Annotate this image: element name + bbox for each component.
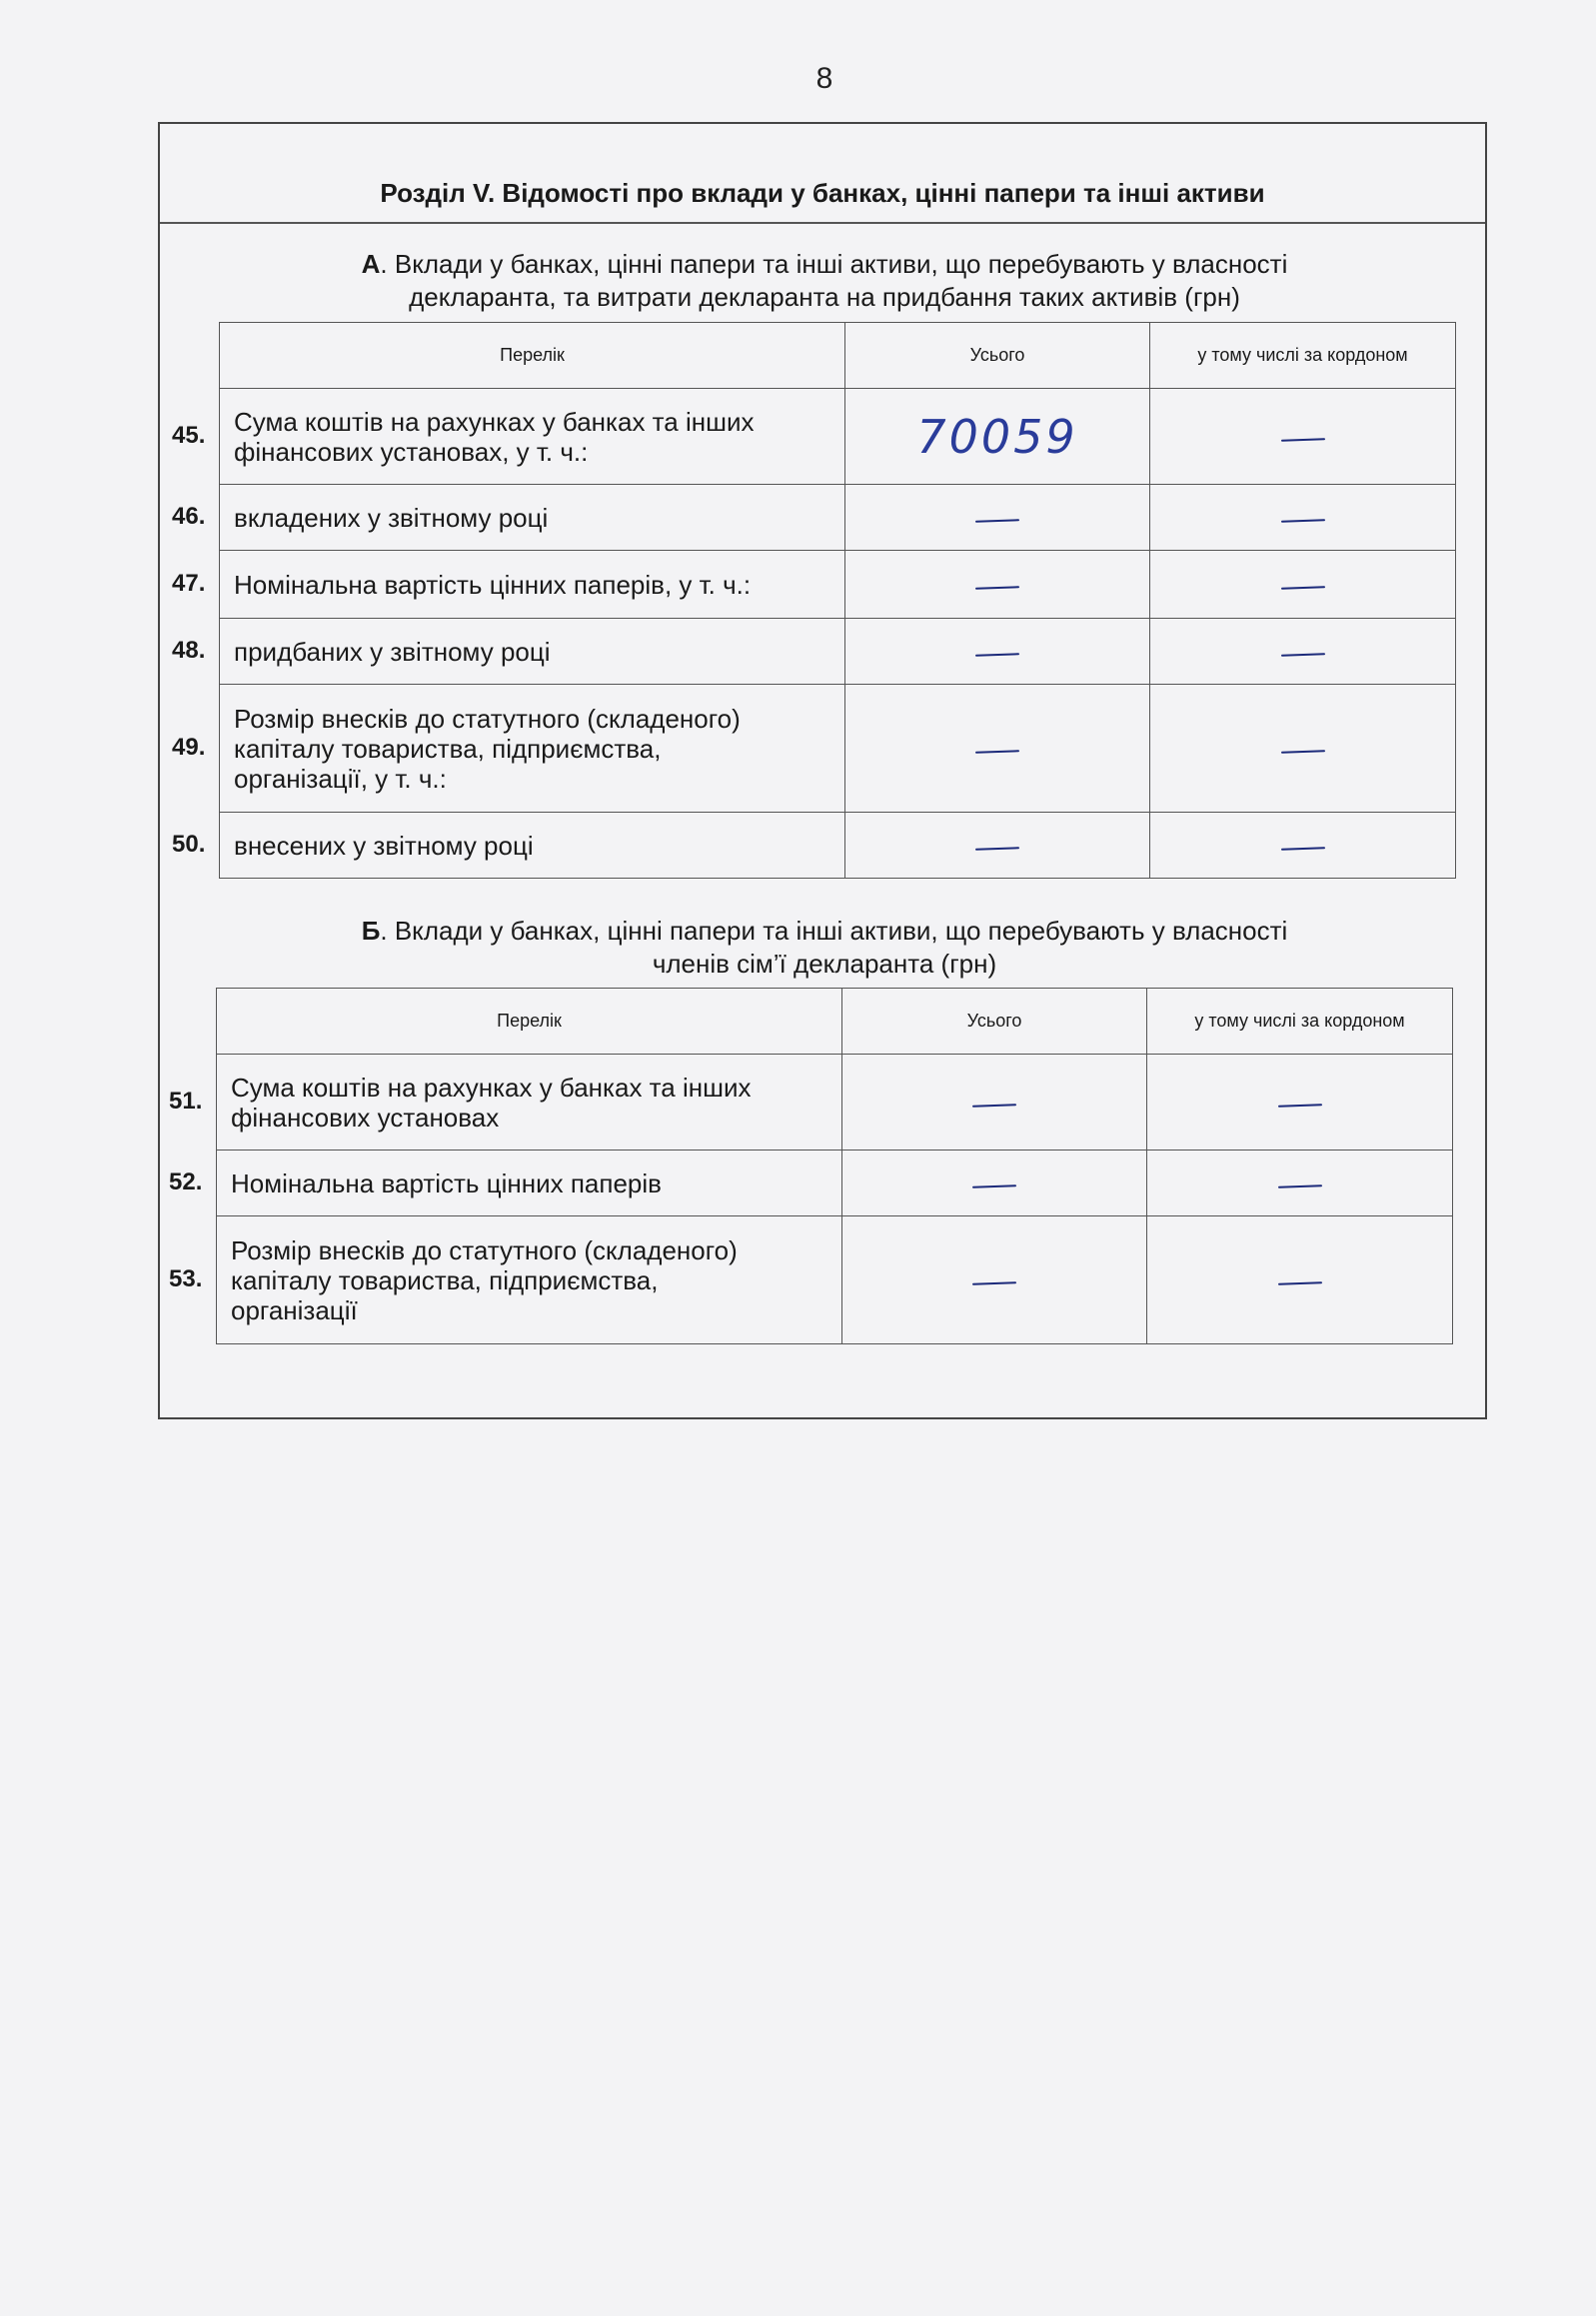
item-label [220,619,845,685]
table-row [220,485,1456,551]
table-row [220,619,1456,685]
item-label-line: організації [231,1294,358,1325]
table-b [216,988,1453,1344]
table-row [217,1216,1453,1344]
total-cell [845,389,1150,485]
row-number: 46. [172,503,206,530]
item-label-line: організації, у т. ч.: [234,763,447,794]
item-label [217,1151,842,1216]
col-header-total: Усього [842,989,1147,1055]
item-label [217,1216,842,1344]
item-label-line: Номінальна вартість цінних паперів [231,1167,662,1198]
total-cell [842,1151,1147,1216]
row-number: 53. [169,1265,203,1292]
table-b-heading-line2: членів сім’ї декларанта (грн) [652,949,997,979]
handwritten-dash [975,586,1019,590]
total-cell [845,619,1150,685]
item-label-line: капіталу товариства, підприємства, [234,733,662,764]
abroad-cell [1147,1055,1453,1151]
row-number: 48. [172,637,206,664]
handwritten-dash [975,519,1019,523]
handwritten-dash [975,750,1019,754]
item-label [220,485,845,551]
title-divider [160,222,1485,224]
handwritten-dash [972,1281,1016,1285]
item-label-line: Розмір внесків до статутного (складеного) [234,703,741,734]
abroad-cell [1147,1151,1453,1216]
col-header-abroad: у тому числі за кордоном [1150,323,1456,389]
total-cell [845,551,1150,619]
item-label-line: Номінальна вартість цінних паперів, у т. ч.: [234,569,752,600]
table-a-header-row [220,323,1456,389]
item-label [217,1055,842,1151]
item-label-line: Розмір внесків до статутного (складеного) [231,1234,738,1265]
row-number: 50. [172,831,206,858]
item-label-line: капіталу товариства, підприємства, [231,1264,659,1295]
total-cell [845,813,1150,879]
item-label-line: вкладених у звітному році [234,502,549,533]
col-header-list: Перелік [217,989,842,1055]
item-label-line: фінансових установах [231,1102,500,1133]
table-row [220,685,1456,813]
col-header-abroad: у тому числі за кордоном [1147,989,1453,1055]
handwritten-dash [1280,847,1324,851]
total-cell [842,1216,1147,1344]
row-number: 47. [172,570,206,597]
table-row [217,1055,1453,1151]
row-number: 45. [172,422,206,449]
table-a-letter: А [361,249,381,279]
table-b-heading-line1: . Вклади у банках, цінні папери та інші активи, що перебувають у власності [380,916,1288,946]
handwritten-dash [1277,1281,1321,1285]
col-header-list: Перелік [220,323,845,389]
section-title: Розділ V. Відомості про вклади у банках, цінні папери та інші активи [380,178,1265,208]
item-label-line: фінансових установах, у т. ч.: [234,436,589,467]
item-label [220,813,845,879]
handwritten-dash [1277,1184,1321,1188]
item-label [220,551,845,619]
abroad-cell [1147,1216,1453,1344]
abroad-cell [1150,389,1456,485]
handwritten-dash [1277,1104,1321,1108]
total-cell [845,685,1150,813]
row-number: 52. [169,1168,203,1195]
item-label [220,685,845,813]
handwritten-dash [972,1104,1016,1108]
handwritten-dash [975,847,1019,851]
col-header-total: Усього [845,323,1150,389]
table-row [220,551,1456,619]
abroad-cell [1150,685,1456,813]
handwritten-dash [1280,519,1324,523]
table-a-heading [160,248,1489,314]
handwritten-dash [972,1184,1016,1188]
handwritten-dash [1280,586,1324,590]
abroad-cell [1150,551,1456,619]
abroad-cell [1150,485,1456,551]
handwritten-dash [1280,438,1324,442]
table-b-heading [160,915,1489,981]
abroad-cell [1150,813,1456,879]
table-b-header-row [217,989,1453,1055]
table-row [217,1151,1453,1216]
item-label-line: внесених у звітному році [234,830,534,861]
row-number: 51. [169,1088,203,1115]
page-number: 8 [815,62,833,95]
total-cell [845,485,1150,551]
handwritten-dash [1280,750,1324,754]
handwritten-value: 70059 [916,409,1078,464]
table-a-heading-line1: . Вклади у банках, цінні папери та інші активи, що перебувають у власності [380,249,1288,279]
handwritten-dash [1280,653,1324,657]
total-cell [842,1055,1147,1151]
table-row [220,389,1456,485]
table-a-heading-line2: декларанта, та витрати декларанта на придбання таких активів (грн) [409,282,1240,312]
item-label-line: придбаних у звітному році [234,636,551,667]
table-b-letter: Б [361,916,381,946]
item-label [220,389,845,485]
row-number: 49. [172,734,206,761]
table-a [219,322,1456,879]
item-label-line: Сума коштів на рахунках у банках та інших [234,406,755,437]
table-row [220,813,1456,879]
abroad-cell [1150,619,1456,685]
item-label-line: Сума коштів на рахунках у банках та інших [231,1072,752,1103]
handwritten-dash [975,653,1019,657]
